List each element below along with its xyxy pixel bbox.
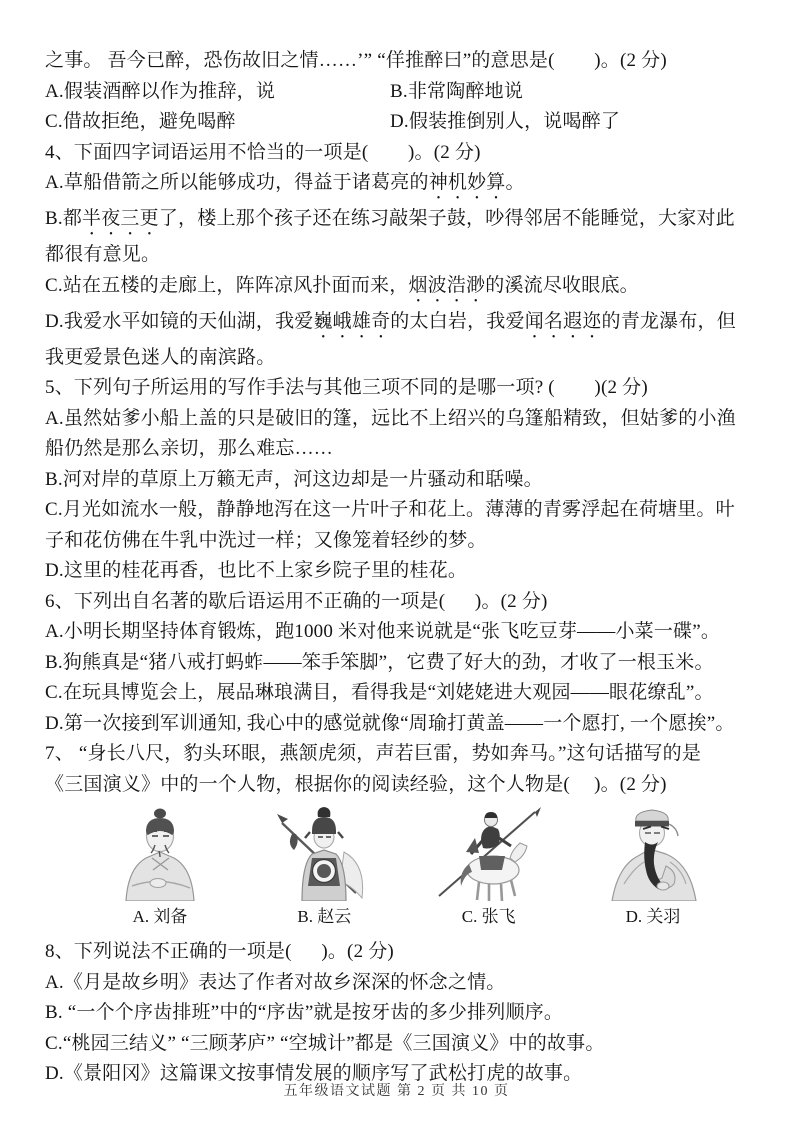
q6-option-a: A.小明长期坚持体育锻炼，跑1000 米对他来说就是“张飞吃豆芽——小菜一碟”。 — [45, 621, 721, 642]
q3-option-c: C.借故拒绝，避免喝醉 — [45, 111, 236, 132]
q4-option-a-emphasized-idiom: 神机妙算 — [428, 172, 506, 193]
q4-option-d-line-2: 我更爱景色迷人的南滨路。 — [45, 346, 276, 368]
q4-option-b-line-2: 都很有意见。 — [45, 244, 161, 265]
q3-stem-continuation: 之事。 吾今已醉，恐伤故旧之情……’” “佯推醉曰”的意思是( )。(2 分) — [45, 50, 667, 71]
q5-option-a-line-2: 船仍然是那么亲切，那么难忘…… — [45, 438, 334, 459]
q4-option-c-text: C.站在五楼的走廊上，阵阵凉风扑面而来， — [45, 274, 409, 296]
q7-choice-zhao-yun-label: B. 赵云 — [297, 907, 352, 926]
guan-yu-illustration — [600, 806, 705, 901]
q7-choice-liu-bei-label: A. 刘备 — [132, 907, 188, 926]
q8-stem: 8、下列说法不正确的一项是( )。(2 分) — [45, 941, 394, 962]
q6-stem: 6、下列出自名著的歇后语运用不正确的一项是( )。(2 分) — [45, 590, 548, 612]
exam-content — [45, 46, 752, 1090]
page-footer: 五年级语文试题 第 2 页 共 10 页 — [283, 1084, 510, 1099]
q4-option-d-emphasized-idiom-1: 巍峨雄奇 — [313, 310, 391, 332]
q3-option-d: D.假装推倒别人，说喝醉了 — [390, 111, 621, 132]
q5-option-a-line-1: A.虽然姑爹小船上盖的只是破旧的篷，远比不上绍兴的乌篷船精致，但姑爹的小渔 — [45, 407, 736, 429]
q4-stem: 4、下面四字词语运用不恰当的一项是( )。(2 分) — [45, 141, 481, 163]
q4-option-c — [45, 271, 752, 307]
q4-option-b-text: B.都 — [45, 208, 83, 229]
q3-option-b: B.非常陶醉地说 — [390, 80, 524, 102]
q3-options-row-2 — [45, 107, 752, 138]
q4-option-d-text-mid: 的太白岩，我爱 — [390, 310, 525, 332]
q7-choice-guan-yu — [578, 806, 728, 929]
zhao-yun-illustration — [272, 806, 377, 901]
liu-bei-illustration — [108, 806, 213, 901]
q7-choice-liu-bei — [85, 806, 235, 929]
q7-stem-line-1: 7、 “身长八尺，豹头环眼，燕颔虎须，声若巨雷，势如奔马。”这句话描写的是 — [45, 743, 702, 764]
q8-option-b: B. “一个个序齿排班”中的“序齿”就是按牙齿的多少排列顺序。 — [45, 1002, 564, 1023]
q8-option-a: A.《月是故乡明》表达了作者对故乡深深的怀念之情。 — [45, 971, 506, 993]
q5-option-d: D.这里的桂花再香，也比不上家乡院子里的桂花。 — [45, 560, 468, 581]
q4-option-d-line-1 — [45, 307, 752, 343]
q4-option-a-period: 。 — [505, 172, 525, 193]
q4-option-b-line-1 — [45, 204, 752, 240]
q7-character-images — [85, 806, 728, 929]
q7-choice-guan-yu-label: D. 关羽 — [625, 907, 681, 926]
q7-choice-zhang-fei-label: C. 张飞 — [461, 907, 516, 926]
q4-option-a-text: A.草船借箭之所以能够成功，得益于诸葛亮的 — [45, 172, 429, 193]
q5-option-c-line-1: C.月光如流水一般，静静地泻在这一片叶子和花上。薄薄的青雾浮起在荷塘里。叶 — [45, 499, 735, 520]
q4-option-d-text: D.我爱水平如镜的天仙湖，我爱 — [45, 310, 314, 332]
q8-option-d: D.《景阳冈》这篇课文按事情发展的顺序写了武松打虎的故事。 — [45, 1063, 583, 1084]
q4-option-a — [45, 168, 752, 204]
q8-option-c: C.“桃园三结义” “三顾茅庐” “空城计”都是《三国演义》中的故事。 — [45, 1032, 605, 1054]
q4-option-b-text-cont: 了，楼上那个孩子还在练习敲架子鼓，吵得邻居不能睡觉，大家对此 — [158, 208, 735, 229]
q4-option-c-emphasized-idiom: 烟波浩渺 — [408, 274, 486, 296]
q5-option-c-line-2: 子和花仿佛在牛乳中洗过一样；又像笼着轻纱的梦。 — [45, 529, 487, 551]
q6-option-d: D.第一次接到军训通知, 我心中的感觉就像“周瑜打黄盖——一个愿打, 一个愿挨”。 — [45, 712, 735, 734]
q4-option-d-emphasized-idiom-2: 闻名遐迩 — [524, 310, 602, 332]
q4-option-d-text-end: 的青龙瀑布，但 — [601, 310, 736, 332]
q7-choice-zhao-yun — [249, 806, 399, 929]
q5-option-b: B.河对岸的草原上万籁无声，河这边却是一片骚动和聒噪。 — [45, 468, 543, 490]
q4-option-c-text-cont: 的溪流尽收眼底。 — [485, 274, 639, 296]
q5-stem: 5、下列句子所运用的写作手法与其他三项不同的是哪一项? ( )(2 分) — [45, 377, 648, 398]
q6-option-c: C.在玩具博览会上，展品琳琅满目，看得我是“刘姥姥进大观园——眼花缭乱”。 — [45, 682, 714, 703]
q3-option-a: A.假装酒醉以作为推辞，说 — [45, 80, 276, 102]
zhang-fei-illustration — [431, 806, 546, 901]
q3-options-row-1 — [45, 77, 752, 108]
q6-option-b: B.狗熊真是“猪八戒打蚂蚱——笨手笨脚”，它费了好大的劲，才收了一根玉米。 — [45, 651, 714, 673]
q8-block — [45, 937, 752, 1090]
q7-choice-zhang-fei — [414, 806, 564, 929]
q7-stem-line-2: 《三国演义》中的一个人物，根据你的阅读经验，这个人物是( )。(2 分) — [45, 773, 667, 795]
q4-option-b-emphasized-idiom: 半夜三更 — [82, 208, 159, 229]
